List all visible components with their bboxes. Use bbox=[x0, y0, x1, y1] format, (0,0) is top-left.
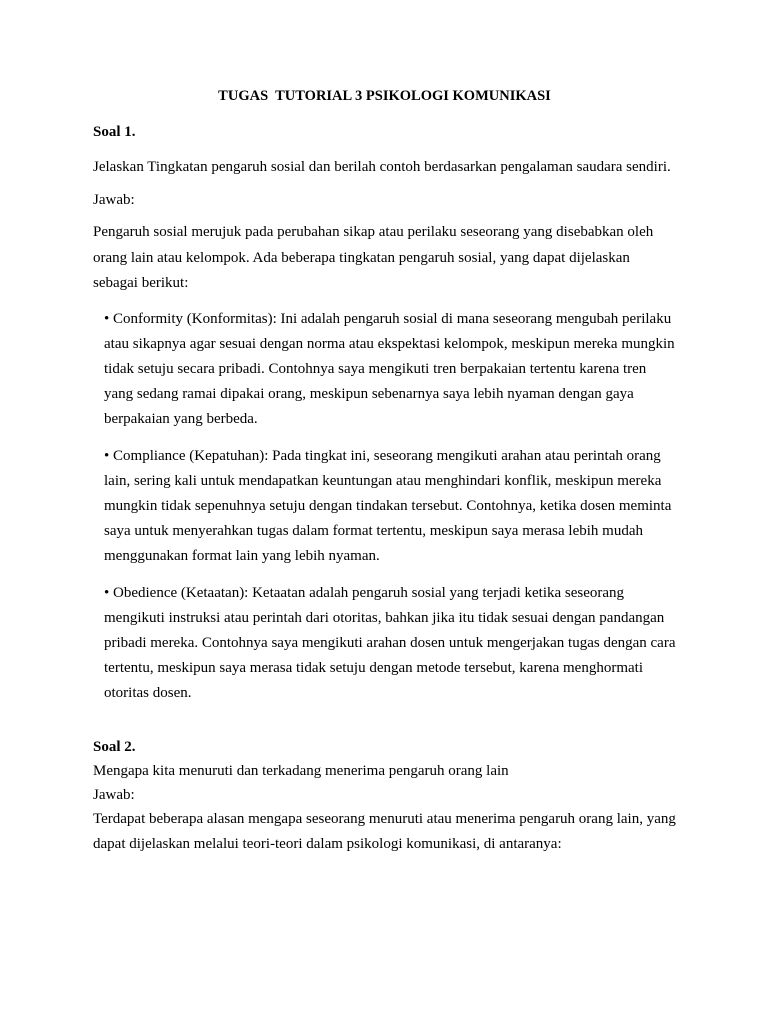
bullet-icon: • bbox=[104, 447, 110, 464]
soal-1-question: Jelaskan Tingkatan pengaruh sosial dan berilah contoh berdasarkan pengalaman saudara sendiri. bbox=[93, 159, 671, 175]
list-item-compliance bbox=[104, 444, 676, 570]
soal-1-intro: Pengaruh sosial merujuk pada perubahan sikap atau perilaku seseorang yang disebabkan oleh orang lain atau kelompok. Ada beberapa tingkatan pengaruh sosial, yang dapat dijelaskan sebagai berikut: bbox=[93, 224, 654, 291]
list-item-conformity bbox=[104, 307, 676, 433]
list-item-obedience bbox=[104, 581, 676, 707]
obedience-text: Obedience (Ketaatan): Ketaatan adalah pengaruh sosial yang terjadi ketika seseorang mengikuti instruksi atau perintah dari otoritas, bahkan jika itu tidak sesuai dengan pandangan pribadi mereka. Contohnya saya mengikuti arahan dosen untuk mengerjakan tugas dengan cara tertentu, meskipun saya merasa tidak setuju dengan metode tersebut, karena menghormati otoritas dosen. bbox=[104, 584, 676, 702]
bullet-icon: • bbox=[104, 584, 110, 601]
influence-levels-list bbox=[93, 307, 676, 707]
soal-2-heading: Soal 2. bbox=[93, 738, 136, 755]
conformity-text: Conformity (Konformitas): Ini adalah pengaruh sosial di mana seseorang mengubah perilaku atau sikapnya agar sesuai dengan norma atau ekspektasi kelompok, meskipun mereka mungkin tidak setuju secara pribadi. Contohnya saya mengikuti tren berpakaian tertentu karena tren yang sedang ramai dipakai orang, meskipun sebenarnya saya lebih nyaman dengan gaya berpakaian yang berbeda. bbox=[104, 310, 675, 428]
soal-2-question: Mengapa kita menuruti dan terkadang menerima pengaruh orang lain bbox=[93, 762, 509, 779]
document-title: TUGAS TUTORIAL 3 PSIKOLOGI KOMUNIKASI bbox=[218, 88, 551, 104]
bullet-icon: • bbox=[104, 310, 110, 327]
compliance-text: Compliance (Kepatuhan): Pada tingkat ini, seseorang mengikuti arahan atau perintah orang lain, sering kali untuk mendapatkan keuntungan atau menghindari konflik, meskipun mereka mungkin tidak sepenuhnya setuju dengan tindakan tersebut. Contohnya, ketika dosen meminta saya untuk menyerahkan tugas dalam format tertentu, meskipun saya merasa lebih mudah menggunakan format lain yang lebih nyaman. bbox=[104, 447, 672, 565]
soal-1-heading: Soal 1. bbox=[93, 124, 136, 140]
soal-2-intro: Terdapat beberapa alasan mengapa seseorang menuruti atau menerima pengaruh orang lain, yang dapat dijelaskan melalui teori-teori dalam psikologi komunikasi, di antaranya: bbox=[93, 810, 676, 853]
soal-2-answer-label: Jawab: bbox=[93, 786, 135, 803]
soal-1-answer-label: Jawab: bbox=[93, 191, 135, 208]
